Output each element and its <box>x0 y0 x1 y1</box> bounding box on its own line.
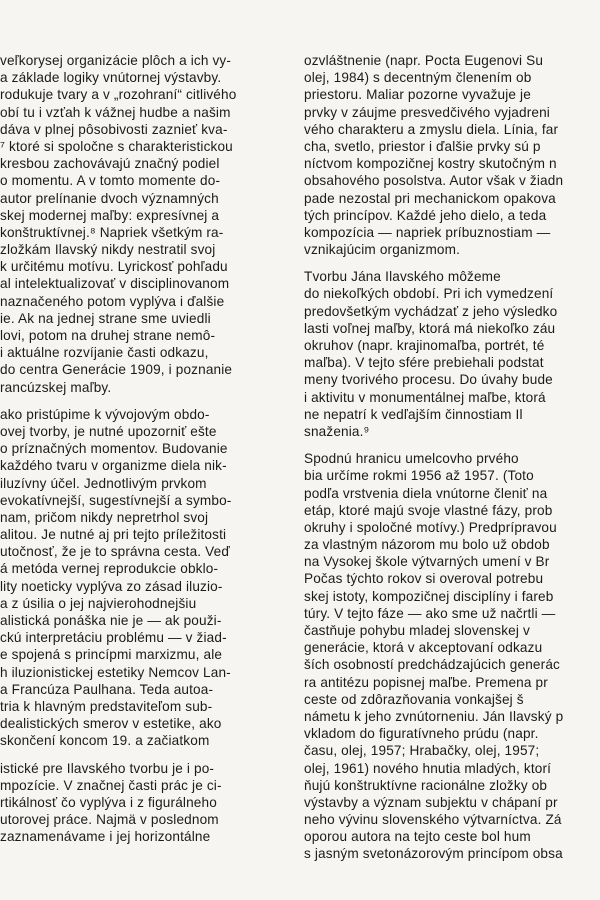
text-line: lasti voľnej maľby, ktorá má niekoľko záu <box>304 320 556 336</box>
text-line: obí tu i vzťah k vážnej hudbe a našim <box>0 104 231 120</box>
text-line: podľa vrstvenia diela vnútorne členiť na <box>304 485 548 501</box>
text-line: do centra Generácie 1909, i poznanie <box>0 362 233 378</box>
text-line: alistická ponáška nie je — ak použi- <box>0 613 222 628</box>
left-paragraph-2 <box>0 406 290 750</box>
text-line: níctvom kompozičnej kostry skutočným n <box>304 156 557 172</box>
text-line: meny tvorivého procesu. Do úvahy bude <box>304 372 553 388</box>
text-line: zložkám Ilavský nikdy nestratil svoj <box>0 242 216 258</box>
text-line: utorovej práce. Najmä v poslednom <box>0 812 219 828</box>
text-line: á metóda vernej reprodukcie obklo- <box>0 561 219 577</box>
text-line: oporou autora na tejto ceste bol hum <box>304 829 531 845</box>
text-line: utočnosť, že je to správna cesta. Veď <box>0 544 230 560</box>
text-line: skončení koncom 19. a začiatkom <box>0 733 210 749</box>
text-line: rancúzskej maľby. <box>0 379 112 395</box>
left-paragraph-3 <box>0 760 290 846</box>
text-line: o momentu. A v tomto momente do- <box>0 173 221 189</box>
text-line: času, olej, 1957; Hrabačky, olej, 1957; <box>304 743 540 759</box>
text-line: alitou. Je nutné aj pri tejto príležitosti <box>0 527 227 543</box>
text-line: i aktivitu v monumentálnej maľbe, ktorá <box>304 389 546 405</box>
text-line: dealistických smerov v estetike, ako <box>0 716 222 732</box>
right-paragraph-2 <box>304 268 600 440</box>
text-line: skej istoty, kompozičnej disciplíny i fareb <box>304 588 554 604</box>
text-line: konštruktívnej.⁸ Napriek všetkým ra- <box>0 224 224 240</box>
text-line: okruhy i spoločné motívy.) Predprípravou <box>304 519 557 535</box>
text-line: pade nezostal pri mechanickom opakova <box>304 190 556 206</box>
text-line: tých princípov. Každé jeho dielo, a teda <box>304 207 547 223</box>
text-line: naznačeného potom vyplýva i ďalšie <box>0 293 225 309</box>
text-line: kompozícia — napriek príbuznostiam — <box>304 224 551 240</box>
text-line: prvky v záujme presvedčivého vyjadreni <box>304 104 550 120</box>
text-line: vého charakteru a zmyslu diela. Línia, far <box>304 121 559 137</box>
text-line: na Vysokej škole výtvarných umení v Br <box>304 554 550 570</box>
text-line: vkladom do figuratívneho prúdu (napr. <box>304 726 539 742</box>
text-line: do niekoľkých období. Pri ich vymedzení <box>304 286 554 302</box>
text-line: maľba). V tejto sfére prebiehali podstat <box>304 355 544 371</box>
text-line: e spojená s princípmi marxizmu, ale <box>0 647 223 663</box>
text-line: h iluzionistickej estetiky Nemcov Lan- <box>0 664 231 680</box>
text-line: k určitému motívu. Lyrickosť pohľadu <box>0 259 228 275</box>
text-line: etáp, ktoré majú svoje vlastné fázy, prob <box>304 502 553 518</box>
text-line: mpozície. V značnej časti prác je ci- <box>0 777 222 793</box>
left-paragraph-1 <box>0 52 290 396</box>
text-line: istické pre Ilavského tvorbu je i po- <box>0 760 215 776</box>
text-line: snaženia.⁹ <box>304 423 370 439</box>
text-line: neho vývinu slovenského výtvarníctva. Zá <box>304 812 562 828</box>
text-line: vznikajúcim organizmom. <box>304 242 461 258</box>
text-line: zaznamenávame i jej horizontálne <box>0 829 211 845</box>
paragraph-gap <box>304 258 600 268</box>
text-line: a Francúza Paulhana. Teda autoa- <box>0 681 214 697</box>
text-line: i aktuálne rozvíjanie časti odkazu, <box>0 345 209 361</box>
text-line: ako pristúpime k vývojovým obdo- <box>0 406 210 422</box>
text-line: iluzívny účel. Jednotlivým prvkom <box>0 475 207 491</box>
text-line: námetu k jeho zvnútorneniu. Ján Ilavský p <box>304 708 564 724</box>
paragraph-gap <box>0 396 290 406</box>
text-line: rtikálnosť čo vyplýva i z figurálneho <box>0 794 217 810</box>
text-line: Tvorbu Jána Ilavského môžeme <box>304 269 501 285</box>
text-line: ie. Ak na jednej strane sme uviedli <box>0 310 211 326</box>
text-line: priestoru. Maliar pozorne vyvažuje je <box>304 87 531 103</box>
text-line: skej modernej maľby: expresívnej a <box>0 207 220 223</box>
text-line: každého tvaru v organizme diela nik- <box>0 458 227 474</box>
text-line: za vlastným názorom mu bolo už obdob <box>304 537 550 553</box>
text-line: častňuje pohybu mladej slovenskej v <box>304 623 530 638</box>
text-line: al intelektualizovať v disciplinovanom <box>0 276 230 292</box>
text-line: tria k hlavným predstaviteľom sub- <box>0 698 213 714</box>
text-line: ceste od zdôrazňovania vonkajšej š <box>304 691 524 707</box>
text-line: výstavby a význam subjektu v chápaní pr <box>304 794 558 810</box>
text-line: nam, pričom nikdy nepretrhol svoj <box>0 509 209 525</box>
text-line: cha, svetlo, priestor i ďalšie prvky sú p <box>304 138 541 154</box>
text-line: evokatívnejší, sugestívnejší a symbo- <box>0 492 232 508</box>
left-text-column <box>0 52 290 845</box>
text-line: ňujú konštruktívne racionálne zložky ob <box>304 777 548 793</box>
text-line: rodukuje tvary a v „rozohraní“ citlivého <box>0 87 237 103</box>
text-line: ra antitézu popisnej maľbe. Premena pr <box>304 674 548 690</box>
text-line: veľkorysej organizácie plôch a ich vy- <box>0 53 232 68</box>
text-line: bia určíme rokmi 1956 až 1957. (Toto <box>304 468 534 484</box>
text-line: ších osobností predchádzajúcich generác <box>304 657 560 673</box>
text-line: ovej tvorby, je nutné upozorniť ešte <box>0 423 217 439</box>
text-line: o príznačných momentov. Budovanie <box>0 441 228 457</box>
text-line: olej, 1961) nového hnutia mladých, ktorí <box>304 760 552 776</box>
text-line: predovšetkým vychádzať z jeho výsledko <box>304 303 558 319</box>
text-line: kresbou zachovávajú značný podiel <box>0 156 220 172</box>
right-paragraph-1 <box>304 52 600 258</box>
text-line: lity noeticky vyplýva zo zásad iluzio- <box>0 578 223 594</box>
text-line: a z úsilia o jej najvierohodnejšiu <box>0 595 197 611</box>
paragraph-gap <box>304 440 600 450</box>
text-line: ⁷ ktoré si spoločne s charakteristickou <box>0 138 233 154</box>
text-line: lovi, potom na druhej strane nemô- <box>0 328 216 343</box>
text-line: obsahového posolstva. Autor však v žiadn <box>304 173 564 189</box>
paragraph-gap <box>0 750 290 760</box>
text-line: dáva v plnej pôsobivosti zaznieť kva- <box>0 121 228 137</box>
right-paragraph-3 <box>304 450 600 863</box>
right-text-column <box>304 52 600 863</box>
text-line: ne nepatrí k vedľajším činnostiam Il <box>304 406 523 422</box>
text-line: ckú interpretáciu problému — v žiad- <box>0 630 227 646</box>
text-line: okruhov (napr. krajinomaľba, portrét, té <box>304 338 545 353</box>
text-line: s jasným svetonázorovým princípom obsa <box>304 846 563 862</box>
text-line: Počas týchto rokov si overoval potrebu <box>304 571 544 587</box>
text-line: Spodnú hranicu umelcovho prvého <box>304 451 519 467</box>
text-line: túry. V tejto fáze — ako sme už načrtli — <box>304 605 556 621</box>
text-line: ozvláštnenie (napr. Pocta Eugenovi Su <box>304 53 544 68</box>
text-line: autor prelínanie dvoch významných <box>0 190 219 206</box>
text-line: generácie, ktorá v akceptovaní odkazu <box>304 640 543 656</box>
text-line: a základe logiky vnútornej výstavby. <box>0 70 222 86</box>
text-line: olej, 1984) s decentným členením ob <box>304 70 532 86</box>
